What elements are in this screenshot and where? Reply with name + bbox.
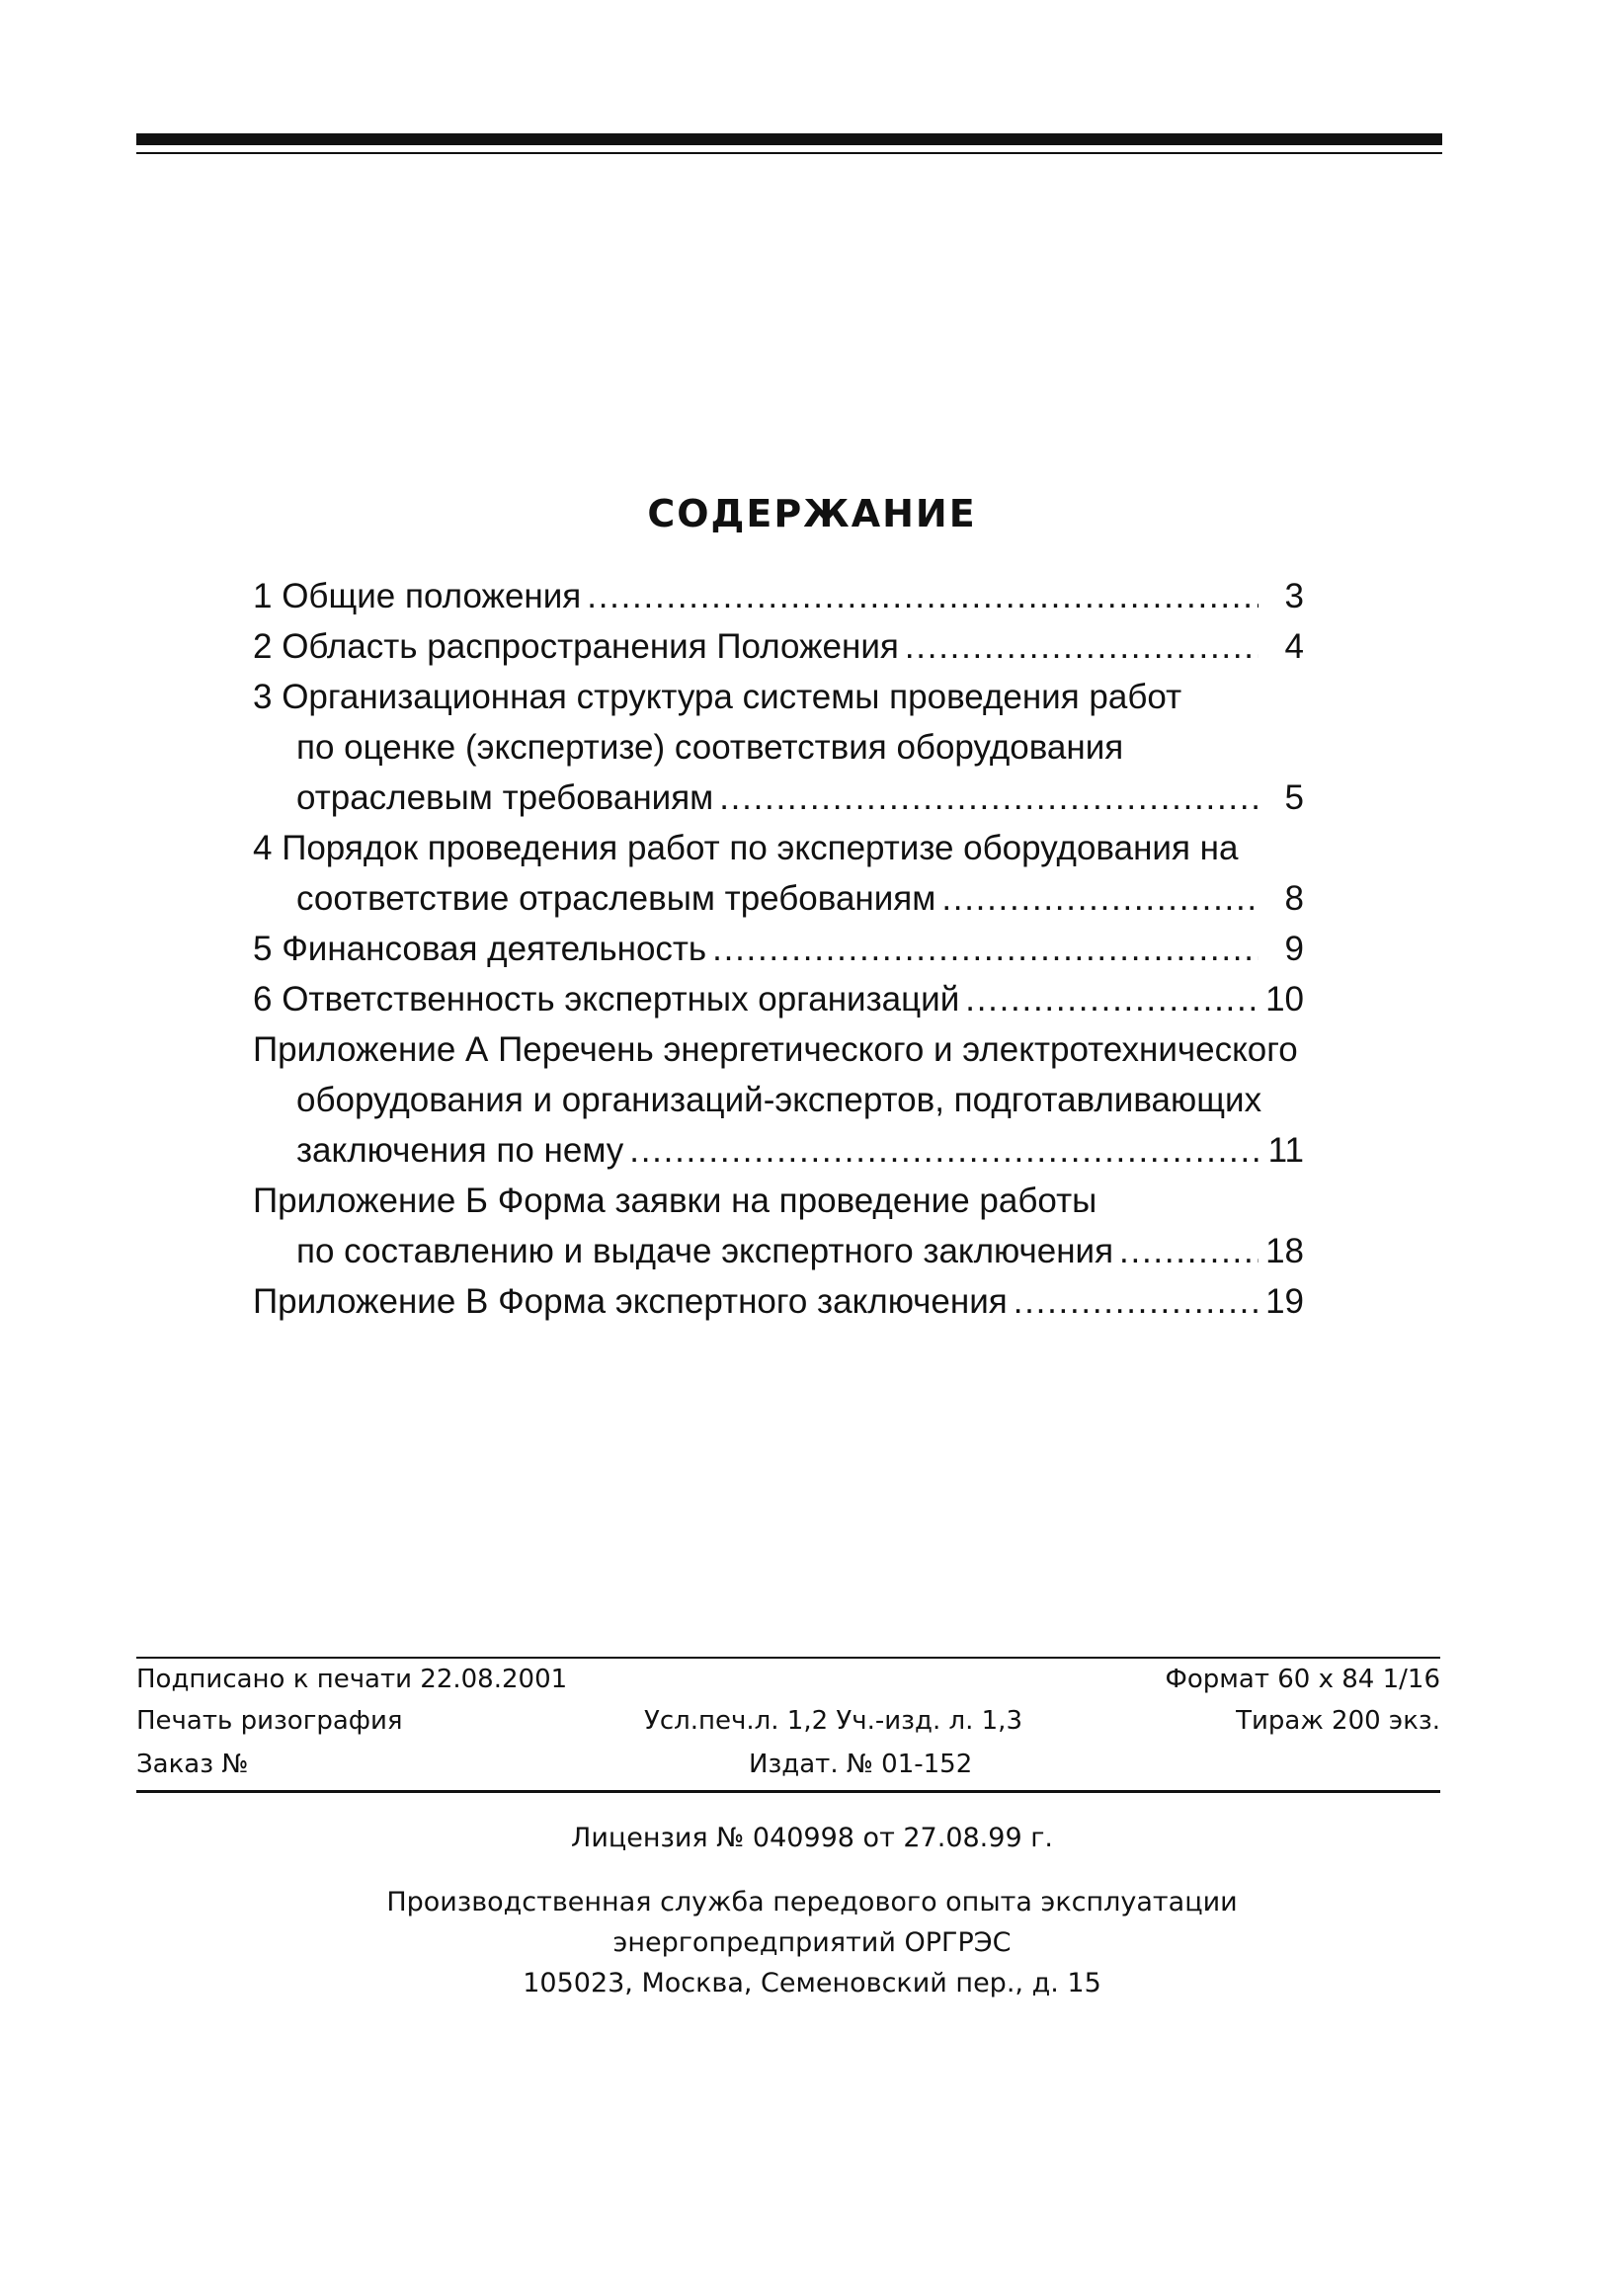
toc-entry (253, 1176, 1304, 1276)
toc-line (253, 1075, 1304, 1125)
toc-line (253, 1125, 1304, 1176)
publisher-line2: энергопредприятий ОРГРЭС (612, 1927, 1012, 1958)
toc-label: по составлению и выдаче экспертного заключения (296, 1232, 1114, 1270)
toc-label: Приложение Б Форма заявки на проведение работы (253, 1182, 1097, 1220)
toc-label: Приложение В Форма экспертного заключения (253, 1282, 1008, 1321)
imprint-signed: Подписано к печати 22.08.2001 (136, 1665, 568, 1694)
toc-leader-dots (1014, 1276, 1259, 1327)
toc-page-number: 18 (1265, 1232, 1304, 1270)
toc-leader-dots (1119, 1226, 1259, 1276)
table-of-contents (253, 571, 1304, 1327)
publisher-block (0, 1882, 1624, 2003)
imprint-sheets: Усл.печ.л. 1,2 Уч.-изд. л. 1,3 (644, 1706, 1022, 1736)
toc-entry (253, 924, 1304, 974)
toc-label: 2 Область распространения Положения (253, 627, 899, 666)
toc-leader-dots (965, 974, 1259, 1024)
toc-page-number: 8 (1284, 879, 1304, 918)
toc-entry (253, 672, 1304, 823)
toc-line (253, 672, 1304, 722)
toc-page-number: 5 (1284, 778, 1304, 817)
header-rule-thin (136, 152, 1442, 154)
toc-line (253, 1226, 1304, 1276)
toc-line (253, 924, 1304, 974)
toc-label: Приложение А Перечень энергетического и электротехнического (253, 1030, 1298, 1069)
toc-label: 1 Общие положения (253, 577, 582, 615)
toc-leader-dots (719, 773, 1259, 823)
publisher-line1: Производственная служба передового опыта эксплуатации (386, 1887, 1238, 1917)
toc-title: СОДЕРЖАНИЕ (647, 492, 977, 535)
toc-label: соответствие отраслевым требованиям (296, 879, 936, 918)
toc-line (253, 974, 1304, 1024)
toc-label: заключения по нему (296, 1131, 624, 1170)
toc-line (253, 1176, 1304, 1226)
toc-entry (253, 571, 1304, 621)
toc-page-number: 4 (1284, 627, 1304, 666)
toc-leader-dots (629, 1125, 1259, 1176)
imprint-rule-bottom (136, 1790, 1440, 1793)
imprint-print: Печать ризография (136, 1706, 403, 1736)
toc-label: 5 Финансовая деятельность (253, 930, 707, 968)
imprint-run: Тираж 200 экз. (1236, 1706, 1440, 1736)
toc-page-number: 3 (1284, 577, 1304, 615)
toc-entry (253, 823, 1304, 924)
imprint-publ-no: Издат. № 01-152 (749, 1750, 973, 1779)
toc-entry (253, 1276, 1304, 1327)
toc-label: отраслевым требованиям (296, 778, 714, 817)
publisher-address: 105023, Москва, Семеновский пер., д. 15 (523, 1968, 1101, 1998)
toc-leader-dots (587, 571, 1259, 621)
toc-label: по оценке (экспертизе) соответствия оборудования (296, 728, 1124, 767)
toc-entry (253, 621, 1304, 672)
imprint-order: Заказ № (136, 1750, 249, 1779)
toc-leader-dots (905, 621, 1259, 672)
toc-line (253, 773, 1304, 823)
toc-label: оборудования и организаций-экспертов, подготавливающих (296, 1081, 1262, 1119)
imprint-format: Формат 60 х 84 1/16 (1165, 1665, 1440, 1694)
toc-line (253, 571, 1304, 621)
toc-line (253, 1024, 1304, 1075)
toc-entry (253, 1024, 1304, 1176)
toc-page-number: 11 (1267, 1131, 1304, 1170)
toc-line (253, 1276, 1304, 1327)
toc-page-number: 19 (1265, 1282, 1304, 1321)
toc-label: 6 Ответственность экспертных организаций (253, 980, 960, 1019)
toc-leader-dots (941, 873, 1259, 924)
toc-line (253, 722, 1304, 773)
toc-page-number: 9 (1284, 930, 1304, 968)
toc-line (253, 621, 1304, 672)
imprint-rule-top (136, 1657, 1440, 1659)
license: Лицензия № 040998 от 27.08.99 г. (571, 1823, 1053, 1853)
toc-line (253, 823, 1304, 873)
toc-line (253, 873, 1304, 924)
toc-page-number: 10 (1265, 980, 1304, 1019)
toc-label: 4 Порядок проведения работ по экспертизе оборудования на (253, 829, 1239, 867)
toc-label: 3 Организационная структура системы проведения работ (253, 678, 1182, 716)
toc-leader-dots (712, 924, 1259, 974)
toc-entry (253, 974, 1304, 1024)
header-rule-thick (136, 133, 1442, 145)
